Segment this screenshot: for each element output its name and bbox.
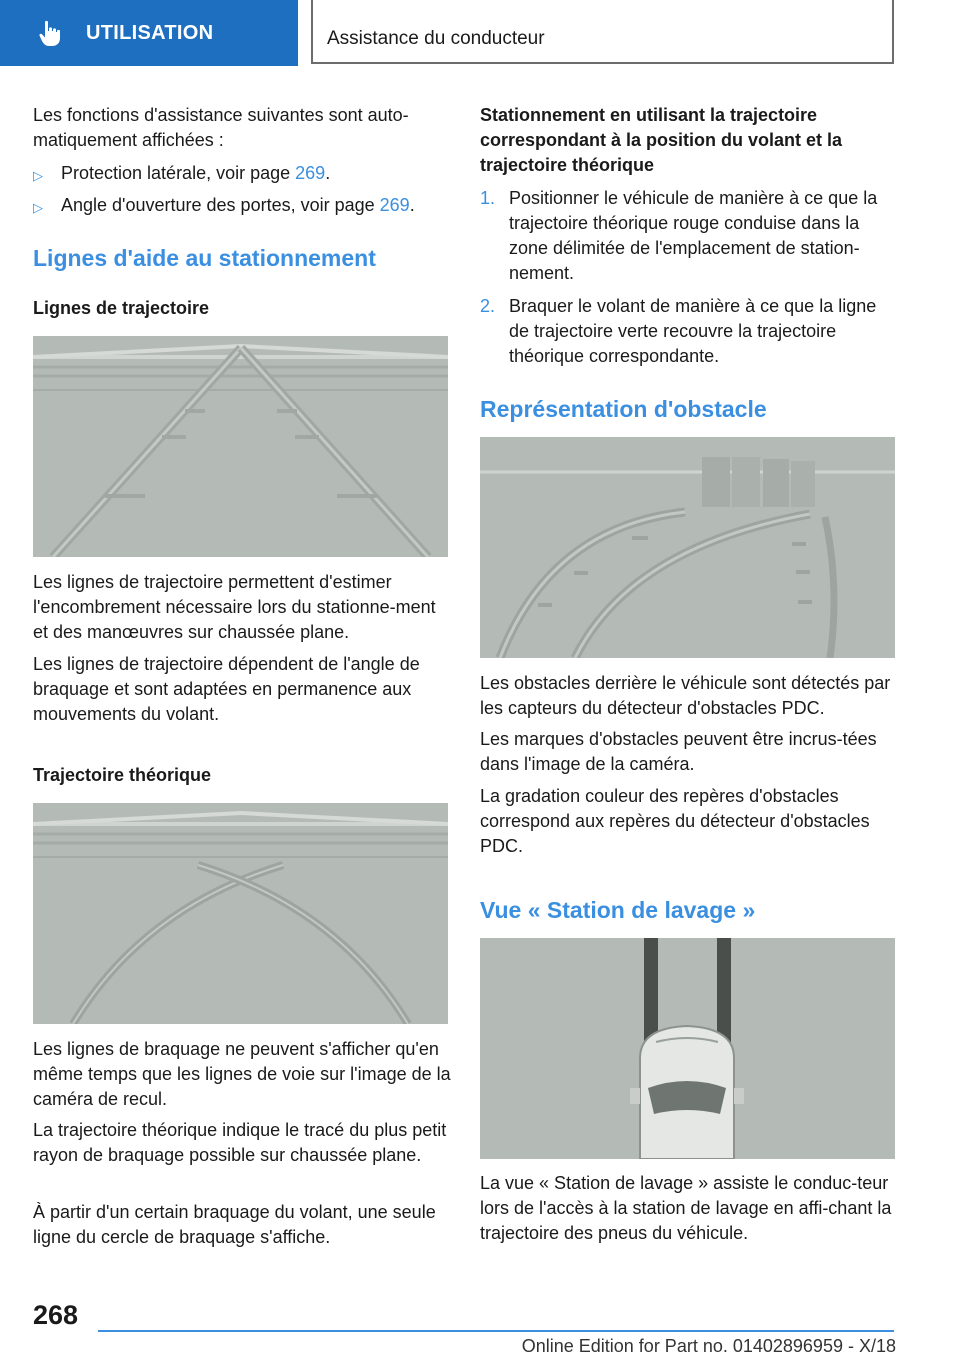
theoretical-trajectory-illustration: [33, 803, 448, 1024]
paragraph: La vue « Station de lavage » assiste le conduc-teur lors de l'accès à la station de lavage en affi-chant la trajectoire des pneus du véhicule.: [480, 1173, 892, 1243]
obstacle-illustration: [480, 437, 895, 658]
step-text: Positionner le véhicule de manière à ce que la trajectoire théorique rouge conduise dans la zone délimitée de l'emplacement de station-nement.: [509, 188, 878, 283]
triangle-right-icon: ▷: [33, 200, 43, 215]
page-number: 268: [33, 1300, 79, 1330]
list-item: [33, 161, 453, 188]
bullet-text: Protection latérale, voir page 269.: [61, 163, 331, 183]
list-item: [33, 193, 453, 220]
list-item: [480, 294, 900, 369]
intro-paragraph: Les fonctions d'assistance suivantes sont auto-matiquement affichées :: [33, 105, 409, 150]
section-heading: Représentation d'obstacle: [480, 396, 767, 422]
step-number: 1.: [480, 188, 496, 208]
subheading: Stationnement en utilisant la trajectoire correspondant à la position du volant et la trajectoire théorique: [480, 105, 843, 175]
paragraph: Les lignes de braquage ne peuvent s'afficher qu'en même temps que les lignes de voie sur l'image de la caméra de recul.: [33, 1039, 451, 1109]
page-link[interactable]: 269: [295, 163, 326, 183]
subheading: Trajectoire théorique: [33, 765, 212, 785]
paragraph: Les marques d'obstacles peuvent être incrus-tées dans l'image de la caméra.: [480, 729, 877, 774]
page-link[interactable]: 269: [379, 195, 410, 215]
footer-edition: Online Edition for Part no. 01402896959 - X/18: [521, 1336, 896, 1356]
paragraph: Les obstacles derrière le véhicule sont détectés par les capteurs du détecteur d'obstacles PDC.: [480, 673, 891, 718]
section-tab: [0, 0, 298, 66]
subheading: Lignes de trajectoire: [33, 298, 210, 318]
paragraph: À partir d'un certain braquage du volant, une seule ligne du cercle de braquage s'affiche.: [33, 1202, 436, 1247]
car-wash-view-image: [480, 938, 895, 1159]
theoretical-trajectory-image: [33, 803, 448, 1024]
car-wash-illustration: [480, 938, 895, 1159]
step-text: Braquer le volant de manière à ce que la ligne de trajectoire verte recouvre la trajectoire théorique correspondante.: [509, 296, 877, 366]
bullet-text: Angle d'ouverture des portes, voir page 269.: [61, 195, 415, 215]
paragraph: La trajectoire théorique indique le tracé du plus petit rayon de braquage possible sur chaussée plane.: [33, 1120, 447, 1165]
trajectory-lines-illustration: [33, 336, 448, 557]
triangle-right-icon: ▷: [33, 168, 43, 183]
paragraph: Les lignes de trajectoire dépendent de l'angle de braquage et sont adaptées en permanence aux mouvements du volant.: [33, 654, 420, 724]
list-item: [480, 186, 900, 286]
chapter-header: [311, 0, 894, 64]
chapter-title: Assistance du conducteur: [327, 28, 545, 49]
hand-pointer-icon: [36, 18, 66, 48]
trajectory-lines-image: [33, 336, 448, 557]
footer-divider: [98, 1330, 894, 1332]
step-number: 2.: [480, 296, 496, 316]
obstacle-representation-image: [480, 437, 895, 658]
paragraph: La gradation couleur des repères d'obstacles correspond aux repères du détecteur d'obstacles PDC.: [480, 786, 870, 856]
paragraph: Les lignes de trajectoire permettent d'estimer l'encombrement nécessaire lors du stationne-ment et des manœuvres sur chaussée plane.: [33, 572, 436, 642]
section-heading: Lignes d'aide au stationnement: [33, 245, 376, 271]
section-label: UTILISATION: [86, 21, 214, 44]
section-heading: Vue « Station de lavage »: [480, 897, 756, 923]
